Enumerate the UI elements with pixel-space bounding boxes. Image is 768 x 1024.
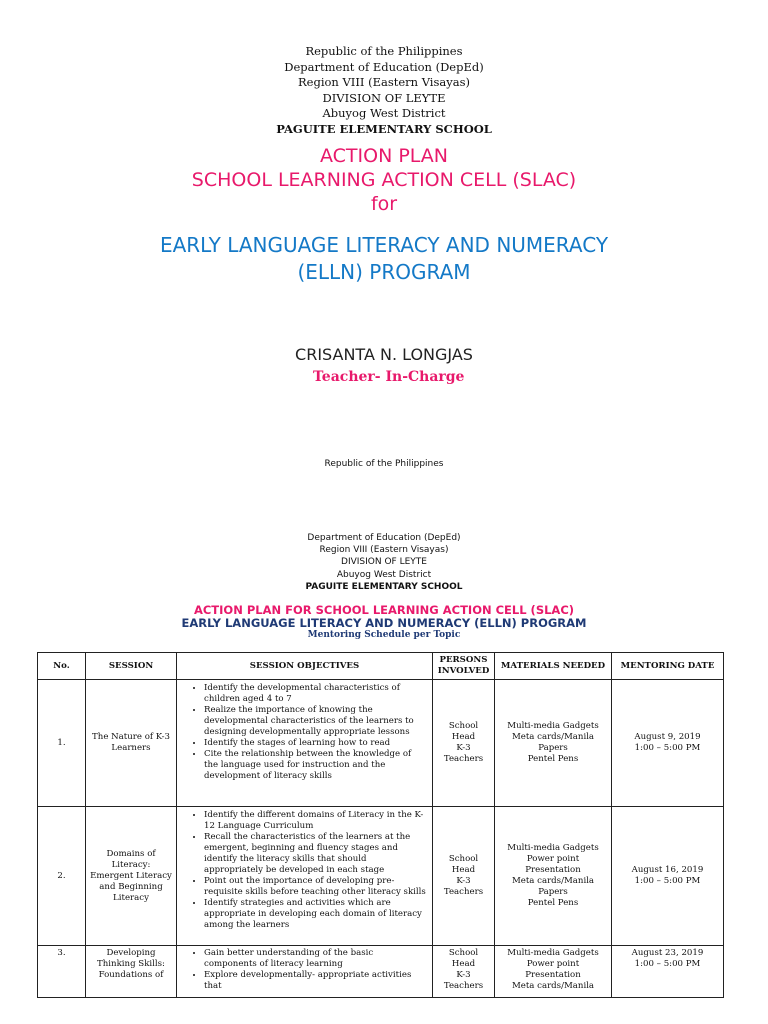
material-entry: Pentel Pens bbox=[527, 898, 579, 908]
page2-letterhead bbox=[0, 532, 768, 593]
cover-letterhead bbox=[0, 44, 768, 137]
material-entry: Multi-media Gadgets bbox=[507, 948, 599, 958]
objective-item: • Identify the developmental characteristics of children aged 4 to 7 bbox=[204, 683, 428, 705]
objective-item: • Cite the relationship between the knowledge of the language used for instruction and the development of literacy skills bbox=[204, 749, 428, 782]
person-entry: K-3 Teachers bbox=[443, 970, 484, 991]
mentoring-date: August 16, 2019 bbox=[631, 865, 704, 875]
action-plan-table bbox=[37, 652, 724, 998]
program-title bbox=[0, 232, 768, 286]
division-line: DIVISION OF LEYTE bbox=[322, 90, 446, 105]
district-line: Abuyog West District bbox=[322, 106, 446, 120]
page2-school-name: PAGUITE ELEMENTARY SCHOOL bbox=[305, 581, 463, 592]
person-entry: School Head bbox=[448, 721, 479, 742]
col-header-no: No. bbox=[38, 653, 86, 680]
cover-title-line2: SCHOOL LEARNING ACTION CELL (SLAC) bbox=[191, 169, 577, 191]
plan-subtitle: Mentoring Schedule per Topic bbox=[307, 630, 461, 640]
person-entry: School Head bbox=[448, 854, 479, 875]
page2-division-line: DIVISION OF LEYTE bbox=[341, 557, 427, 568]
cover-title-line1: ACTION PLAN bbox=[319, 145, 449, 167]
region-line: Region VIII (Eastern Visayas) bbox=[298, 75, 470, 89]
objective-item: • Explore developmentally- appropriate activities that bbox=[204, 970, 428, 992]
cell-session: The Nature of K-3 Learners bbox=[86, 680, 177, 807]
material-entry: Meta cards/Manila bbox=[511, 981, 595, 991]
country-line: Republic of the Philippines bbox=[305, 44, 463, 58]
material-entry: Papers bbox=[538, 887, 568, 897]
mentoring-date: August 9, 2019 bbox=[634, 732, 701, 742]
material-entry: Meta cards/Manila bbox=[511, 732, 595, 742]
objective-item: • Identify the different domains of Literacy in the K-12 Language Curriculum bbox=[204, 810, 428, 832]
cell-no: 2. bbox=[38, 807, 86, 946]
material-entry: Power point Presentation bbox=[525, 959, 581, 980]
cover-title-line3: for bbox=[370, 193, 398, 215]
mentoring-time: 1:00 – 5:00 PM bbox=[634, 876, 701, 886]
cell-date bbox=[612, 680, 724, 807]
cell-materials bbox=[495, 807, 612, 946]
cell-no: 1. bbox=[38, 680, 86, 807]
cover-title bbox=[0, 144, 768, 216]
table-header-row bbox=[38, 653, 724, 680]
page2-country-line: Republic of the Philippines bbox=[324, 459, 444, 469]
col-header-session: SESSION bbox=[86, 653, 177, 680]
person-entry: K-3 Teachers bbox=[443, 743, 484, 764]
author-role: Teacher- In-Charge bbox=[313, 369, 465, 385]
person-entry: School Head bbox=[448, 948, 479, 969]
cell-materials bbox=[495, 946, 612, 998]
objective-item: • Point out the importance of developing pre-requisite skills before teaching other literacy skills bbox=[204, 876, 428, 898]
mentoring-time: 1:00 – 5:00 PM bbox=[634, 743, 701, 753]
department-line: Department of Education (DepEd) bbox=[284, 59, 484, 74]
person-entry: K-3 Teachers bbox=[443, 876, 484, 897]
cell-date bbox=[612, 807, 724, 946]
cell-persons bbox=[433, 946, 495, 998]
author-name: CRISANTA N. LONGJAS bbox=[295, 345, 473, 364]
program-title-line2: (ELLN) PROGRAM bbox=[297, 260, 471, 284]
material-entry: Multi-media Gadgets bbox=[507, 721, 599, 731]
col-header-objectives: SESSION OBJECTIVES bbox=[177, 653, 433, 680]
cell-persons bbox=[433, 807, 495, 946]
material-entry: Meta cards/Manila bbox=[511, 876, 595, 886]
material-entry: Power point Presentation bbox=[525, 854, 581, 875]
plan-title: ACTION PLAN FOR SCHOOL LEARNING ACTION CELL (SLAC) bbox=[193, 603, 575, 617]
col-header-persons: PERSONS INVOLVED bbox=[433, 653, 495, 680]
mentoring-date: August 23, 2019 bbox=[631, 948, 704, 958]
cell-session: Domains of Literacy: Emergent Literacy and Beginning Literacy bbox=[86, 807, 177, 946]
cell-date bbox=[612, 946, 724, 998]
table-row bbox=[38, 680, 724, 807]
col-header-date: MENTORING DATE bbox=[612, 653, 724, 680]
objective-item: • Identify the stages of learning how to read bbox=[204, 738, 428, 749]
objective-item: • Recall the characteristics of the learners at the emergent, beginning and fluency stages and identify the literacy skills that should appropriately be developed in each stage bbox=[204, 832, 428, 876]
col-header-materials: MATERIALS NEEDED bbox=[495, 653, 612, 680]
cell-materials bbox=[495, 680, 612, 807]
table-row bbox=[38, 807, 724, 946]
objective-item: • Realize the importance of knowing the developmental characteristics of the learners to designing developmentally appropriate lessons bbox=[204, 705, 428, 738]
cell-no: 3. bbox=[38, 946, 86, 998]
cell-objectives bbox=[177, 807, 433, 946]
page2-department-line: Department of Education (DepEd) bbox=[307, 533, 461, 543]
mentoring-time: 1:00 – 5:00 PM bbox=[634, 959, 701, 969]
program-title-line1: EARLY LANGUAGE LITERACY AND NUMERACY bbox=[159, 233, 609, 257]
cell-objectives bbox=[177, 680, 433, 807]
school-name: PAGUITE ELEMENTARY SCHOOL bbox=[276, 121, 492, 136]
material-entry: Pentel Pens bbox=[527, 754, 579, 764]
cell-objectives bbox=[177, 946, 433, 998]
table-row bbox=[38, 946, 724, 998]
plan-program-title: EARLY LANGUAGE LITERACY AND NUMERACY (ELLN) PROGRAM bbox=[181, 616, 587, 630]
objective-item: • Gain better understanding of the basic components of literacy learning bbox=[204, 948, 428, 970]
material-entry: Multi-media Gadgets bbox=[507, 843, 599, 853]
page2-district-line: Abuyog West District bbox=[336, 569, 432, 580]
objective-item: • Identify strategies and activities which are appropriate in developing each domain of literacy among the learners bbox=[204, 898, 428, 931]
page2-region-line: Region VIII (Eastern Visayas) bbox=[319, 545, 449, 556]
material-entry: Papers bbox=[538, 743, 568, 753]
cell-persons bbox=[433, 680, 495, 807]
cell-session: Developing Thinking Skills: Foundations of bbox=[86, 946, 177, 998]
